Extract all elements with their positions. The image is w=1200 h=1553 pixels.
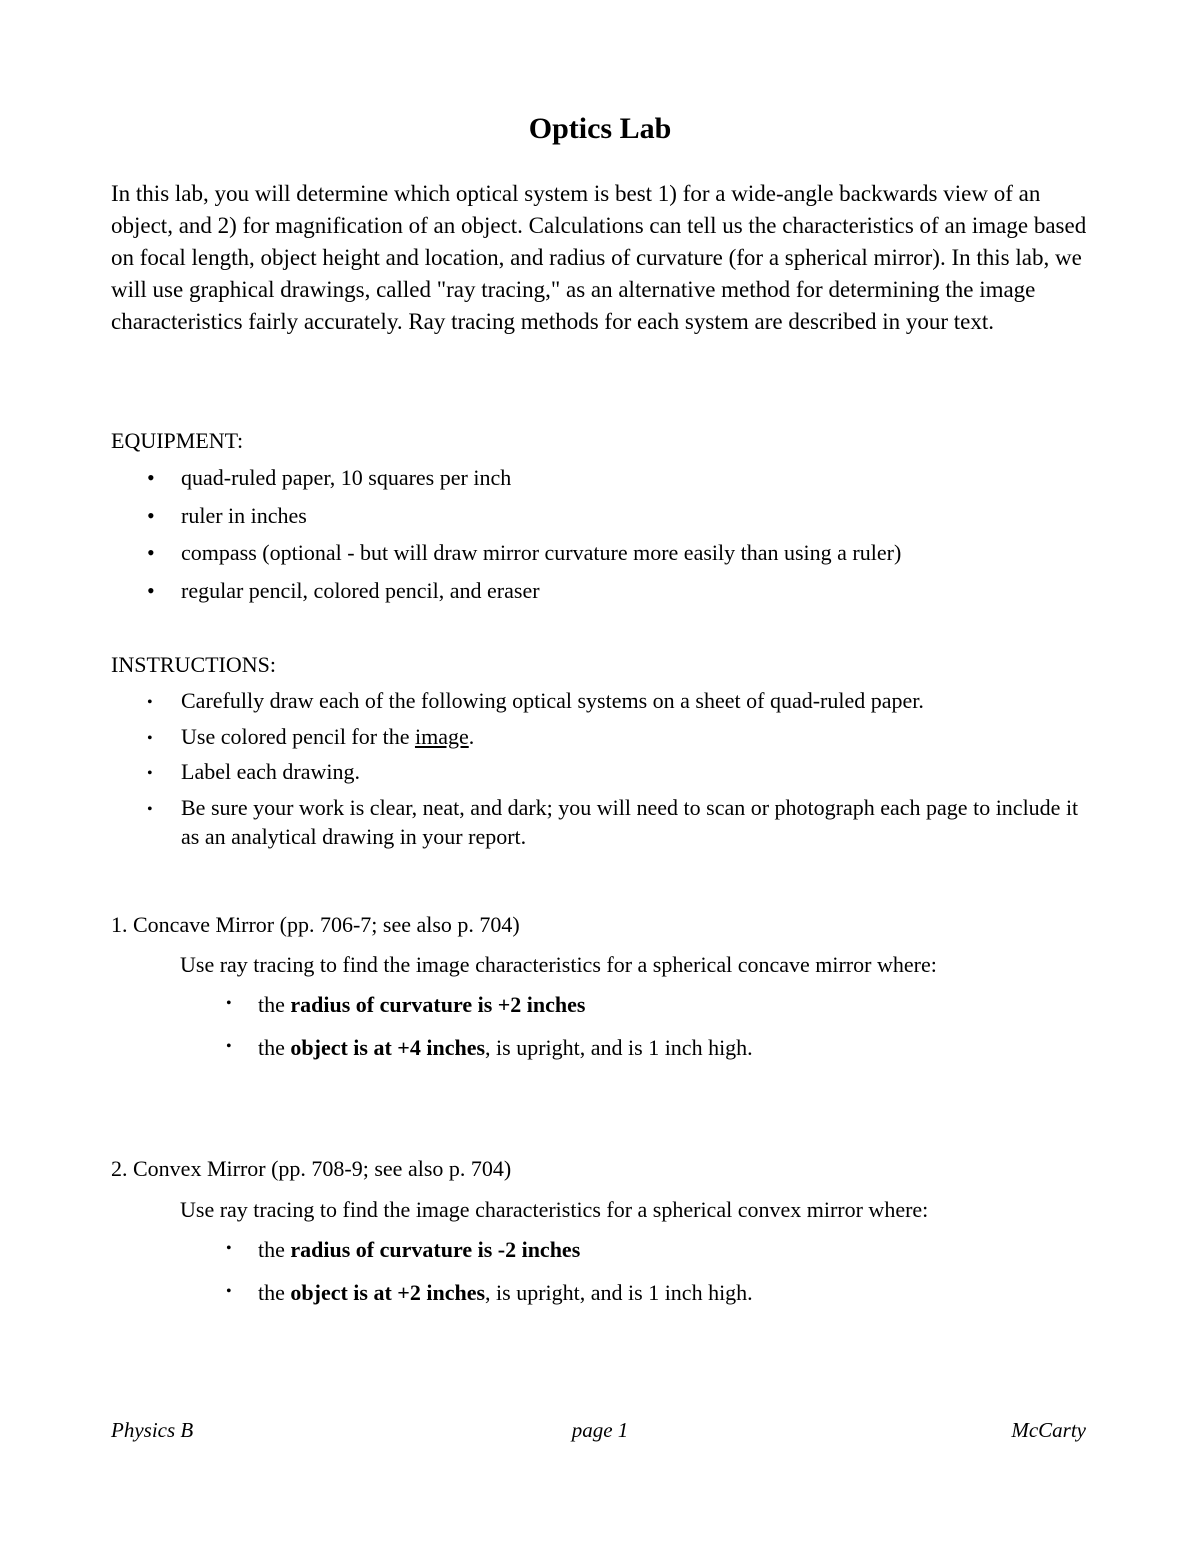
- problem-1-heading: 1. Concave Mirror (pp. 706-7; see also p. 704): [111, 912, 520, 937]
- bullet-icon: •: [147, 540, 155, 565]
- bullet-icon: •: [226, 995, 232, 1012]
- equipment-list: [111, 465, 1091, 615]
- bullet-icon: •: [226, 1037, 232, 1055]
- intro-paragraph: In this lab, you will determine which optical system is best 1) for a wide-angle backwards view of an object, and 2) for magnification of an object. Calculations can tell us the characteristics of an image based on focal length, object height and location, and radius of curvature (for a spherical mirror). In this lab, we will use graphical drawings, called "ray tracing," as an alternative method for determining the image characteristics fairly accurately. Ray tracing methods for each system are described in your text.: [111, 181, 1087, 334]
- list-item: • the radius of curvature is -2 inches: [226, 1237, 581, 1262]
- problem-1-intro: Use ray tracing to find the image characteristics for a spherical concave mirror where:: [180, 952, 937, 977]
- problem-2-intro: Use ray tracing to find the image characteristics for a spherical convex mirror where:: [180, 1197, 929, 1222]
- bullet-icon: •: [147, 502, 155, 528]
- bullet-icon: •: [147, 729, 153, 747]
- equipment-heading: EQUIPMENT:: [111, 428, 244, 453]
- bullet-icon: •: [147, 694, 153, 711]
- instructions-heading: INSTRUCTIONS:: [111, 652, 277, 677]
- footer-course: Physics B: [111, 1418, 194, 1442]
- list-item: • Be sure your work is clear, neat, and dark; you will need to scan or photograph each page to include it as an analytical drawing in your report.: [147, 794, 1079, 849]
- list-item: • compass (optional - but will draw mirror curvature more easily than using a ruler): [147, 540, 902, 565]
- list-item: • Carefully draw each of the following optical systems on a sheet of quad-ruled paper.: [111, 686, 1091, 715]
- footer-page-number: page 1: [571, 1418, 629, 1442]
- problem-2-conditions: [222, 1237, 753, 1322]
- list-item: • quad-ruled paper, 10 squares per inch: [147, 465, 512, 490]
- bullet-icon: •: [147, 577, 155, 603]
- list-item: • ruler in inches: [147, 502, 307, 528]
- list-item: • regular pencil, colored pencil, and eraser: [147, 577, 540, 603]
- problem-1-conditions: [222, 992, 753, 1077]
- bullet-icon: •: [226, 1240, 232, 1257]
- problem-2-heading: 2. Convex Mirror (pp. 708-9; see also p. 704): [111, 1156, 512, 1181]
- list-item: • Use colored pencil for the image.: [111, 722, 1091, 751]
- bullet-icon: •: [147, 465, 155, 490]
- bullet-icon: •: [226, 1282, 232, 1300]
- underlined-word: image: [414, 723, 469, 749]
- page-title: Optics Lab: [528, 112, 672, 145]
- list-item: • the object is at +2 inches, is upright, and is 1 inch high.: [226, 1279, 753, 1305]
- list-item: • Label each drawing.: [111, 757, 1091, 786]
- bullet-icon: •: [147, 800, 153, 818]
- list-item: • the object is at +4 inches, is upright, and is 1 inch high.: [226, 1034, 753, 1060]
- footer-author: McCarty: [1011, 1418, 1086, 1442]
- instructions-list: [111, 686, 1091, 857]
- bullet-icon: •: [147, 765, 153, 782]
- list-item: • the radius of curvature is +2 inches: [226, 992, 586, 1017]
